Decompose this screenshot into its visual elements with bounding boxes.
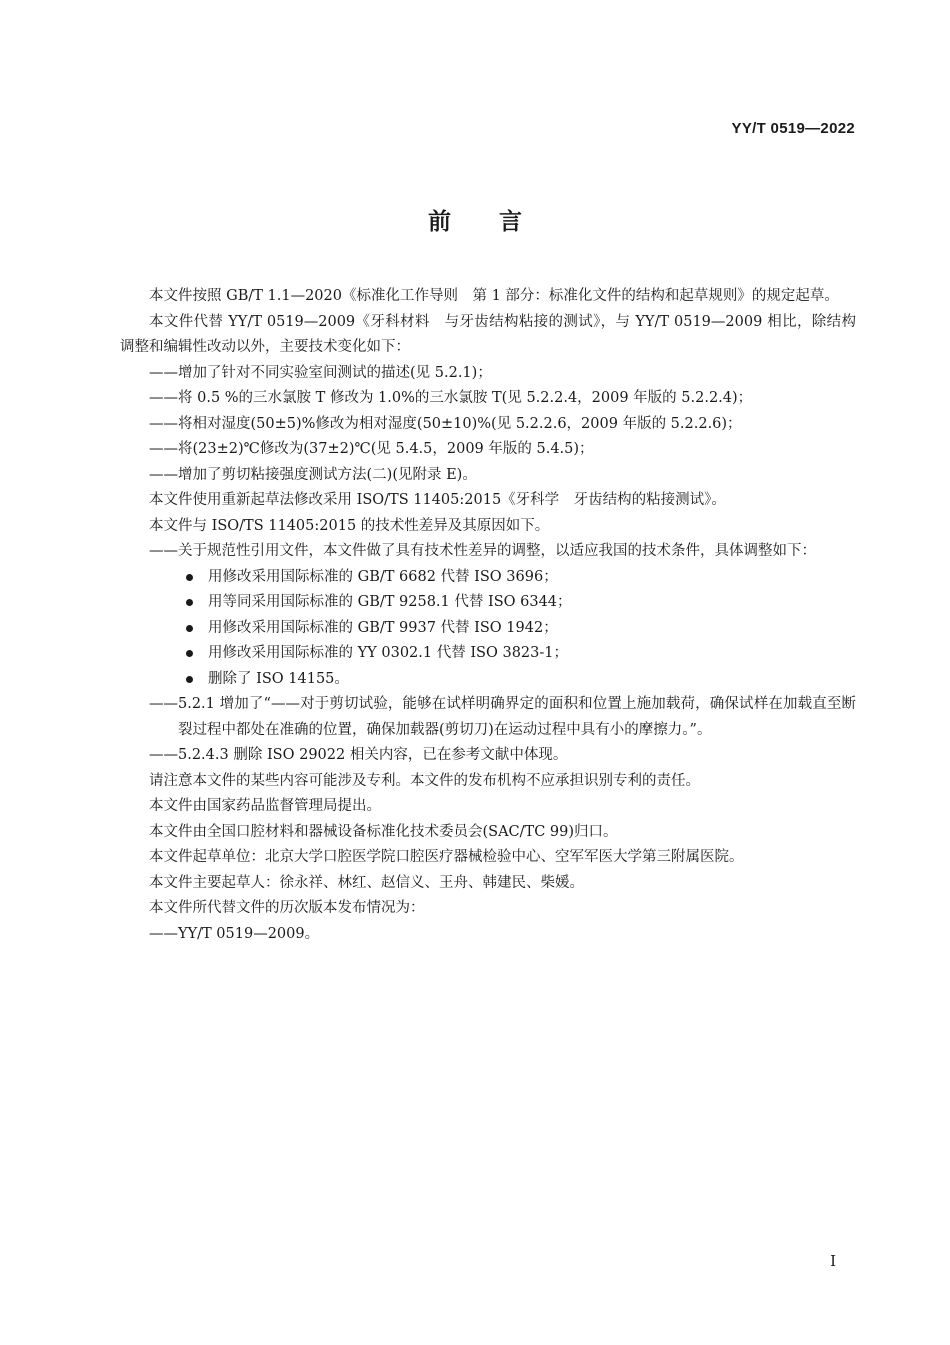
- change-item: ——增加了针对不同实验室间测试的描述(见 5.2.1)；: [149, 364, 492, 381]
- paragraph-proposer: 本文件由国家药品监督管理局提出。: [149, 798, 381, 814]
- difference-5-2-4-3: ——5.2.4.3 删除 ISO 29022 相关内容，已在参考文献中体现。: [149, 747, 568, 763]
- change-item: ——将(23±2)℃修改为(37±2)℃(见 5.4.5，2009 年版的 5.4.5)；: [149, 441, 594, 457]
- bullet-icon: [186, 574, 193, 581]
- change-item: ——将相对湿度(50±5)%修改为相对湿度(50±10)%(见 5.2.2.6，2009 年版的 5.2.2.6)；: [149, 415, 742, 432]
- paragraph-patent-notice: 请注意本文件的某些内容可能涉及专利。本文件的发布机构不应承担识别专利的责任。: [149, 772, 700, 789]
- paragraph-drafters: 本文件主要起草人：徐永祥、林红、赵信义、王舟、韩建民、柴媛。: [149, 874, 584, 891]
- page-title: 前言: [428, 208, 570, 235]
- paragraph-replacement: 本文件代替 YY/T 0519—2009《牙科材料 与牙齿结构粘接的测试》，与 YY/T 0519—2009 相比，除结构调整和编辑性改动以外，主要技术变化如下：: [120, 313, 856, 355]
- change-item: ——增加了剪切粘接强度测试方法(二)(见附录 E)。: [149, 466, 477, 483]
- difference-normative-refs: ——关于规范性引用文件，本文件做了具有技术性差异的调整，以适应我国的技术条件，具体调整如下：: [149, 543, 816, 559]
- bullet-icon: [186, 676, 193, 683]
- bullet-icon: [186, 625, 193, 632]
- paragraph-committee: 本文件由全国口腔材料和器械设备标准化技术委员会(SAC/TC 99)归口。: [149, 823, 618, 840]
- bullet-item: 用等同采用国际标准的 GB/T 9258.1 代替 ISO 6344；: [120, 590, 856, 616]
- paragraph-history-intro: 本文件所代替文件的历次版本发布情况为：: [149, 900, 425, 916]
- bullet-item: 用修改采用国际标准的 YY 0302.1 代替 ISO 3823-1；: [120, 641, 856, 667]
- document-body: [120, 284, 856, 947]
- bullet-item: 用修改采用国际标准的 GB/T 9937 代替 ISO 1942；: [120, 616, 856, 642]
- difference-5-2-1: ——5.2.1 增加了“——对于剪切试验，能够在试样明确界定的面积和位置上施加载荷，确保试样在加载直至断裂过程中都处在准确的位置，确保加载器(剪切刀)在运动过程中具有小的摩擦力。”。: [149, 696, 856, 738]
- paragraph-drafting-units: 本文件起草单位：北京大学口腔医学院口腔医疗器械检验中心、空军军医大学第三附属医院。: [149, 849, 744, 865]
- bullet-icon: [186, 650, 193, 657]
- document-number: YY/T 0519—2022: [731, 120, 855, 137]
- page-number: I: [830, 1252, 836, 1270]
- bullet-item: 用修改采用国际标准的 GB/T 6682 代替 ISO 3696；: [120, 565, 856, 591]
- paragraph-differences: 本文件与 ISO/TS 11405:2015 的技术性差异及其原因如下。: [149, 517, 550, 534]
- bullet-icon: [186, 599, 193, 606]
- bullet-item: 删除了 ISO 14155。: [120, 667, 856, 693]
- history-item: ——YY/T 0519—2009。: [149, 925, 320, 942]
- paragraph-drafting-rules: 本文件按照 GB/T 1.1—2020《标准化工作导则 第 1 部分：标准化文件的结构和起草规则》的规定起草。: [149, 288, 839, 304]
- paragraph-adoption: 本文件使用重新起草法修改采用 ISO/TS 11405:2015《牙科学 牙齿结构的粘接测试》。: [149, 492, 726, 508]
- change-item: ——将 0.5 %的三水氯胺 T 修改为 1.0%的三水氯胺 T(见 5.2.2.4，2009 年版的 5.2.2.4)；: [149, 390, 753, 406]
